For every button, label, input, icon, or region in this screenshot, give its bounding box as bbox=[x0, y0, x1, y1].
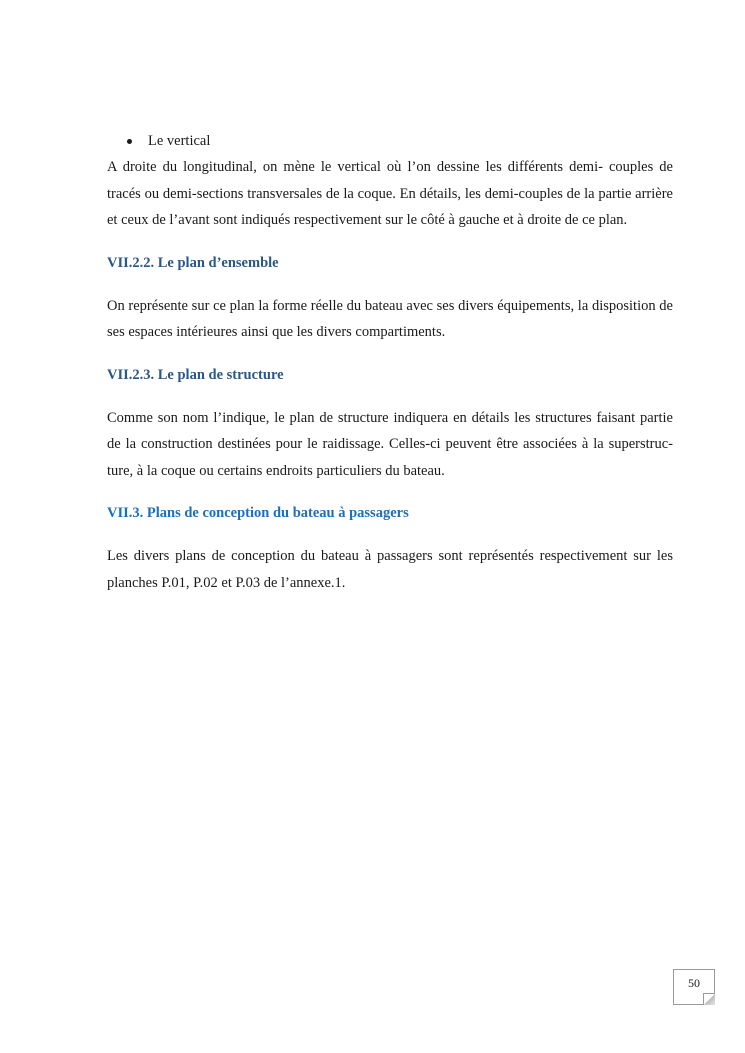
structure-paragraph: Comme son nom l’indique, le plan de structure indiquera en détails les structures faisant partie de la construction destinées pour le raidissage. Celles-ci peuvent être associées à la superstruc-ture, à la coque ou certains endroits particuliers du bateau. bbox=[107, 409, 673, 479]
page-number-box bbox=[673, 969, 715, 1005]
ensemble-paragraph: On représente sur ce plan la forme réelle du bateau avec ses divers équipements, la disposition de ses espaces intérieures ainsi que les divers compartiments. bbox=[107, 297, 673, 340]
section-heading-structure: VII.2.3. Le plan de structure bbox=[107, 366, 284, 383]
page-curl-icon bbox=[703, 993, 715, 1005]
document-page bbox=[107, 128, 673, 596]
bullet-text: Le vertical bbox=[148, 133, 211, 149]
page-number: 50 bbox=[688, 976, 700, 990]
bullet-item bbox=[127, 128, 673, 154]
bullet-dot-icon bbox=[127, 139, 132, 144]
section-heading-conception: VII.3. Plans de conception du bateau à passagers bbox=[107, 505, 409, 521]
vertical-paragraph: A droite du longitudinal, on mène le vertical où l’on dessine les différents demi- couples de tracés ou demi-sections transversales de la coque. En détails, les demi-couples de la partie arrière et ceux de l’avant sont indiqués respectivement sur le côté à gauche et à droite de ce plan. bbox=[107, 159, 673, 228]
conception-paragraph: Les divers plans de conception du bateau à passagers sont représentés respectivement sur les planches P.01, P.02 et P.03 de l’annexe.1. bbox=[107, 548, 673, 591]
section-heading-ensemble: VII.2.2. Le plan d’ensemble bbox=[107, 254, 279, 271]
